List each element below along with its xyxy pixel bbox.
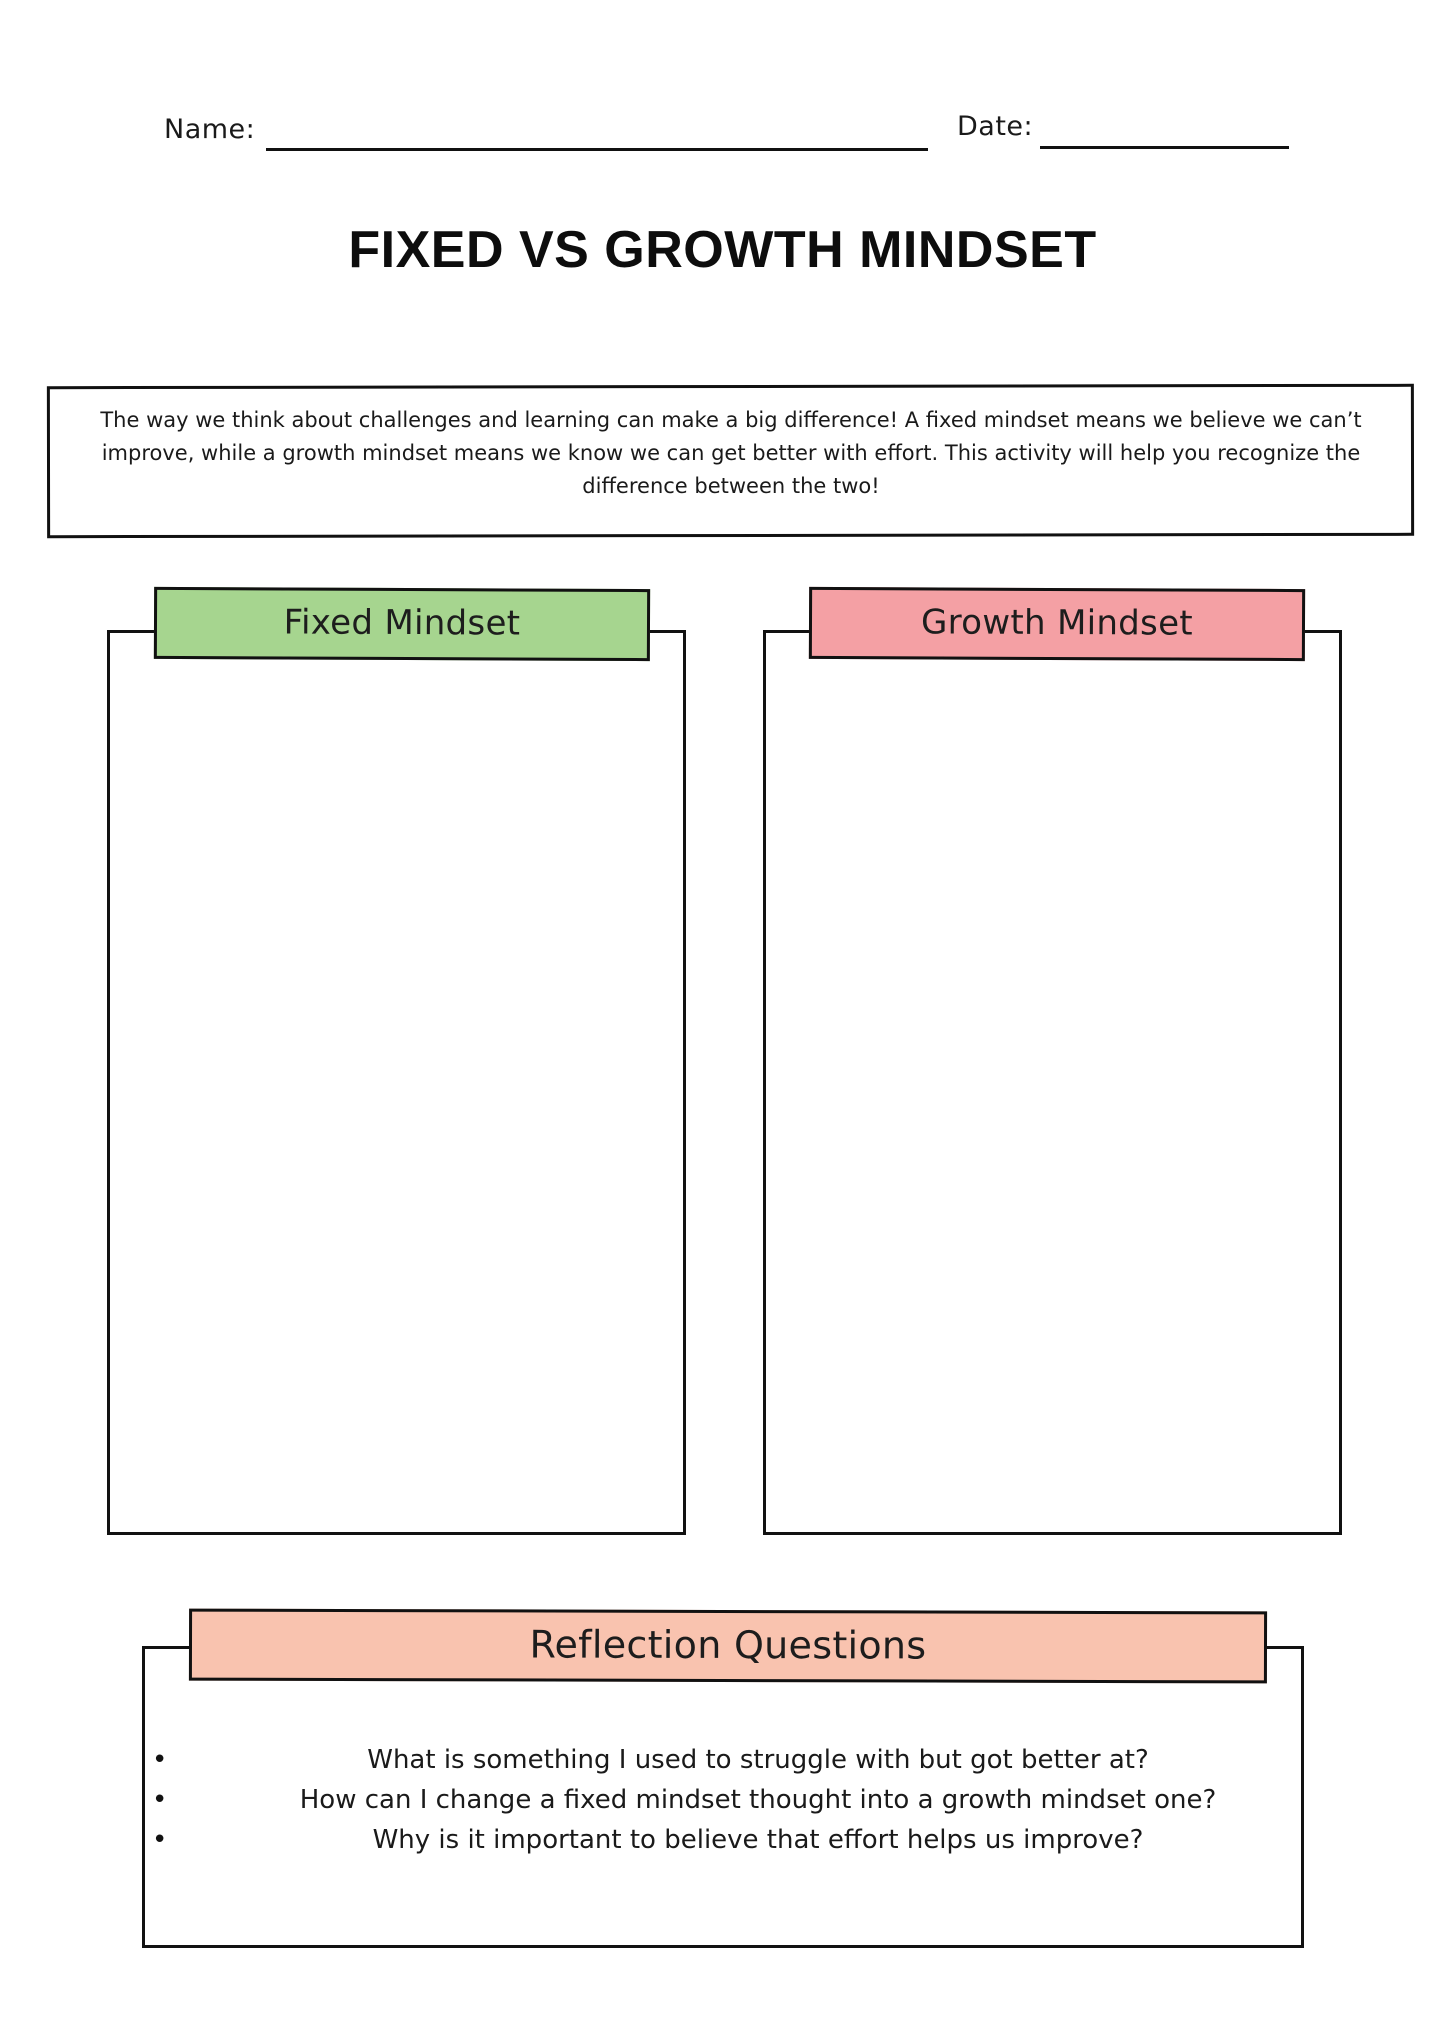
date-field[interactable] <box>1040 146 1289 149</box>
intro-text: The way we think about challenges and learning can make a big difference! A fixed mindset means we believe we can’t improve, while a growth mindset means we know we can get better with effort. This activity will help you recognize the difference between the two! <box>100 408 1362 498</box>
name-field[interactable] <box>266 148 928 151</box>
date-label: Date: <box>957 111 1034 142</box>
reflection-question-text: How can I change a fixed mindset thought into a growth mindset one? <box>299 1785 1217 1815</box>
growth-mindset-header: Growth Mindset <box>809 587 1305 661</box>
reflection-question-list <box>142 1740 1304 1860</box>
bullet-icon: • <box>152 1785 168 1815</box>
reflection-header: Reflection Questions <box>189 1609 1267 1684</box>
fixed-mindset-header: Fixed Mindset <box>154 587 650 661</box>
reflection-question <box>142 1740 1304 1780</box>
reflection-question-text: Why is it important to believe that effort helps us improve? <box>372 1825 1144 1855</box>
reflection-question-text: What is something I used to struggle with but got better at? <box>367 1745 1149 1775</box>
name-label: Name: <box>164 114 256 145</box>
fixed-mindset-writing-area[interactable] <box>107 630 686 1535</box>
reflection-question <box>142 1780 1304 1820</box>
page-title: FIXED VS GROWTH MINDSET <box>348 221 1097 279</box>
bullet-icon: • <box>152 1745 168 1775</box>
growth-mindset-writing-area[interactable] <box>763 630 1342 1535</box>
bullet-icon: • <box>152 1825 168 1855</box>
reflection-question <box>142 1820 1304 1860</box>
